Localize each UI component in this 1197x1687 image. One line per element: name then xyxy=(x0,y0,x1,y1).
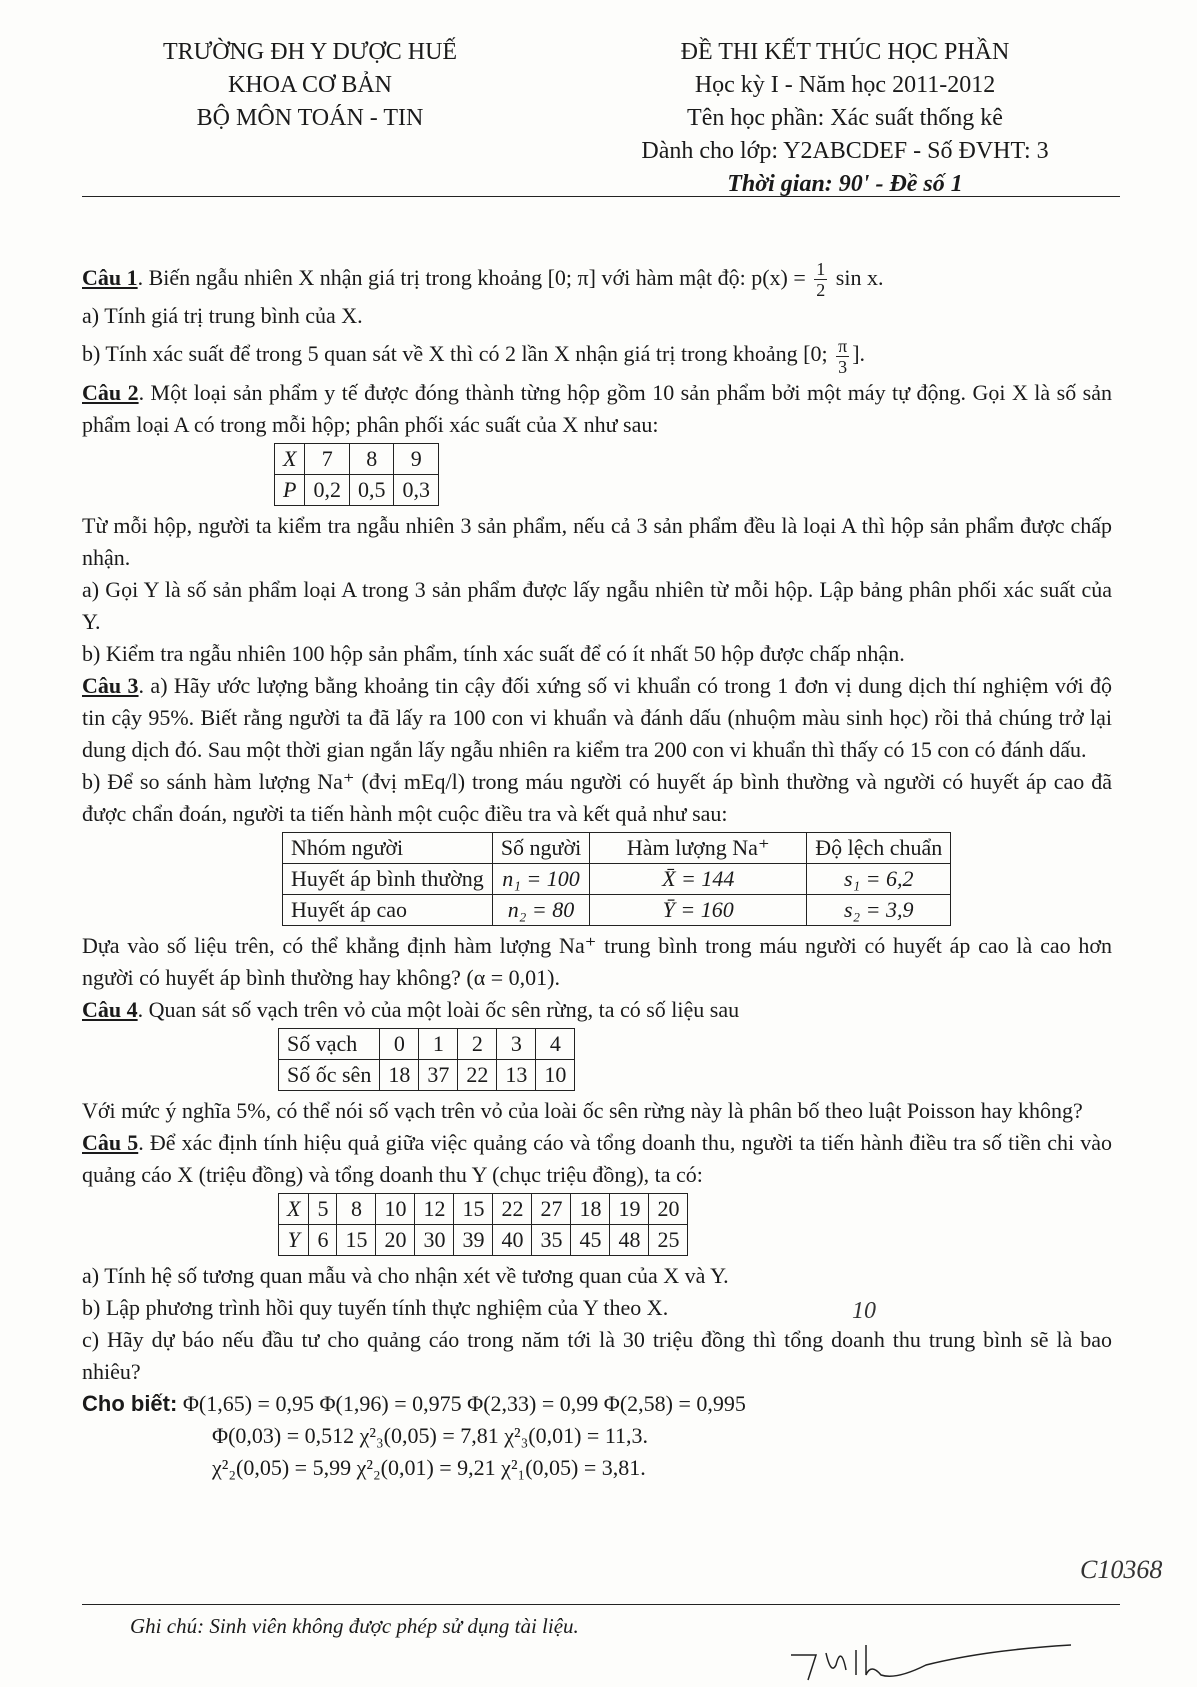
question-5b: b) Lập phương trình hồi quy tuyến tính thực nghiệm của Y theo X. xyxy=(82,1294,669,1320)
footer-divider xyxy=(82,1604,1120,1605)
course-name: Tên học phần: Xác suất thống kê xyxy=(687,105,1003,131)
table-row: X 7 8 9 xyxy=(275,443,439,474)
fraction: $\frac{1}{2}$ xyxy=(816,259,826,301)
table-row: Số vạch 0 1 2 3 4 xyxy=(279,1028,575,1059)
q3-sodium-table xyxy=(282,832,951,926)
question-4: Câu 4. Quan sát số vạch trên vỏ của một loài ốc sên rừng, ta có số liệu sau xyxy=(82,996,740,1022)
header-divider xyxy=(82,196,1120,197)
table-row: Y 6 15 20 30 39 40 35 45 48 25 xyxy=(279,1224,688,1255)
question-3b: b) Để so sánh hàm lượng Na⁺ (đvị mEq/l) trong máu người có huyết áp bình thường và người có huyết áp cao đã được chẩn đoán, người ta tiến hành một cuộc điều tra và kết quả như sau: xyxy=(82,768,1112,826)
q5-table-wrap xyxy=(278,1193,1112,1256)
q4-snail-table xyxy=(278,1028,575,1091)
question-1a: a) Tính giá trị trung bình của X. xyxy=(82,303,363,329)
exam-title: ĐỀ THI KẾT THÚC HỌC PHẦN xyxy=(680,39,1010,65)
question-3-text: Dựa vào số liệu trên, có thể khẳng định hàm lượng Na⁺ trung bình trong máu người có huyết áp cao là cao hơn người có huyết áp bình thường hay không? (α = 0,01). xyxy=(82,932,1112,990)
school-name: TRƯỜNG ĐH Y DƯỢC HUẾ xyxy=(162,39,458,65)
time-info: Thời gian: 90' - Đề số 1 xyxy=(727,171,963,197)
table-row: Huyết áp bình thường n₁ = 100 X̄ = 144 s₁ = 6,2 xyxy=(283,863,951,894)
handwritten-code: C10368 xyxy=(1080,1555,1163,1584)
faculty-name: KHOA CƠ BẢN xyxy=(227,72,392,98)
exam-body xyxy=(82,258,1112,1484)
table-row: Số ốc sên 18 37 22 13 10 xyxy=(279,1059,575,1090)
q2-table-wrap xyxy=(274,443,1112,506)
question-3a: Câu 3. a) Hãy ước lượng bằng khoảng tin cậy đối xứng số vi khuẩn có trong 1 đơn vị dung dịch thí nghiệm với độ tin cậy 95%. Biết rằng người ta đã lấy ra 100 con vi khuẩn và đánh dấu (nhuộm màu sinh học) rồi thả chúng trở lại dung dịch đó. Sau một thời gian ngắn lấy ngẫu nhiên ra kiểm tra 200 con vi khuẩn thì thấy có 15 con có đánh dấu. xyxy=(82,672,1113,762)
department-name: BỘ MÔN TOÁN - TIN xyxy=(196,105,424,131)
q4-table-wrap xyxy=(278,1028,1112,1091)
question-2: Câu 2. Một loại sản phẩm y tế được đóng thành từng hộp gồm 10 sản phẩm bởi một máy tự động. Gọi X là số sản phẩm loại A có trong mỗi hộp; phân phối xác suất của X như sau: xyxy=(82,379,1112,437)
table-header-row: Nhóm người Số người Hàm lượng Na⁺ Độ lệch chuẩn xyxy=(283,832,951,863)
q2-distribution-table xyxy=(274,443,439,506)
question-4-text: Với mức ý nghĩa 5%, có thể nói số vạch trên vỏ của loài ốc sên rừng này là phân bố theo luật Poisson hay không? xyxy=(82,1097,1083,1123)
given-values xyxy=(82,1388,1112,1484)
semester: Học kỳ I - Năm học 2011-2012 xyxy=(694,72,996,98)
footnote: Ghi chú: Sinh viên không được phép sử dụng tài liệu. xyxy=(130,1614,579,1638)
q3-table-wrap xyxy=(282,832,1112,926)
given-label: Cho biết: xyxy=(82,1390,178,1416)
table-row: X 5 8 10 12 15 22 27 18 19 20 xyxy=(279,1193,688,1224)
question-1b: b) Tính xác suất để trong 5 quan sát về X thì có 2 lần X nhận giá trị trong khoảng [0; $\frac{\pi}{3}$ ]. xyxy=(82,335,866,377)
question-2a: a) Gọi Y là số sản phẩm loại A trong 3 sản phẩm được lấy ngẫu nhiên từ mỗi hộp. Lập bảng phân phối xác suất của Y. xyxy=(82,576,1112,634)
given-line-3: χ²₂(0,05) = 5,99 χ²₂(0,01) = 9,21 χ²₁(0,05) = 3,81. xyxy=(212,1454,646,1480)
school-header xyxy=(130,36,490,135)
question-1: Câu 1. Biến ngẫu nhiên X nhận giá trị trong khoảng [0; π] với hàm mật độ: p(x) = $\frac{1}{2}$ sin x. xyxy=(82,259,884,301)
q5-advertising-table xyxy=(278,1193,688,1256)
class-info: Dành cho lớp: Y2ABCDEF - Số ĐVHT: 3 xyxy=(641,138,1049,164)
question-2-text: Từ mỗi hộp, người ta kiểm tra ngẫu nhiên 3 sản phẩm, nếu cả 3 sản phẩm đều là loại A thì hộp sản phẩm được chấp nhận. xyxy=(82,512,1112,570)
exam-header xyxy=(575,36,1115,201)
given-line-1: Φ(1,65) = 0,95 Φ(1,96) = 0,975 Φ(2,33) = 0,99 Φ(2,58) = 0,995 xyxy=(182,1390,746,1416)
table-row: Huyết áp cao n₂ = 80 Ȳ = 160 s₂ = 3,9 xyxy=(283,894,951,925)
question-5c: c) Hãy dự báo nếu đầu tư cho quảng cáo trong năm tới là 30 triệu đồng thì tổng doanh thu trung bình sẽ là bao nhiêu? xyxy=(82,1326,1112,1384)
given-line-2: Φ(0,03) = 0,512 χ²₃(0,05) = 7,81 χ²₃(0,01) = 11,3. xyxy=(212,1422,649,1448)
table-row: P 0,2 0,5 0,3 xyxy=(275,474,439,505)
question-5: Câu 5. Để xác định tính hiệu quả giữa việc quảng cáo và tổng doanh thu, người ta tiến hành điều tra số tiền chi vào quảng cáo X (triệu đồng) và tổng doanh thu Y (chục triệu đồng), ta có: xyxy=(82,1129,1112,1187)
handwritten-mark: 10 xyxy=(852,1298,876,1324)
question-2b: b) Kiểm tra ngẫu nhiên 100 hộp sản phẩm, tính xác suất để có ít nhất 50 hộp được chấp nhận. xyxy=(82,640,905,666)
question-5a: a) Tính hệ số tương quan mẫu và cho nhận xét về tương quan của X và Y. xyxy=(82,1262,729,1288)
fraction: $\frac{\pi}{3}$ xyxy=(838,335,848,377)
signature xyxy=(786,1625,1076,1685)
